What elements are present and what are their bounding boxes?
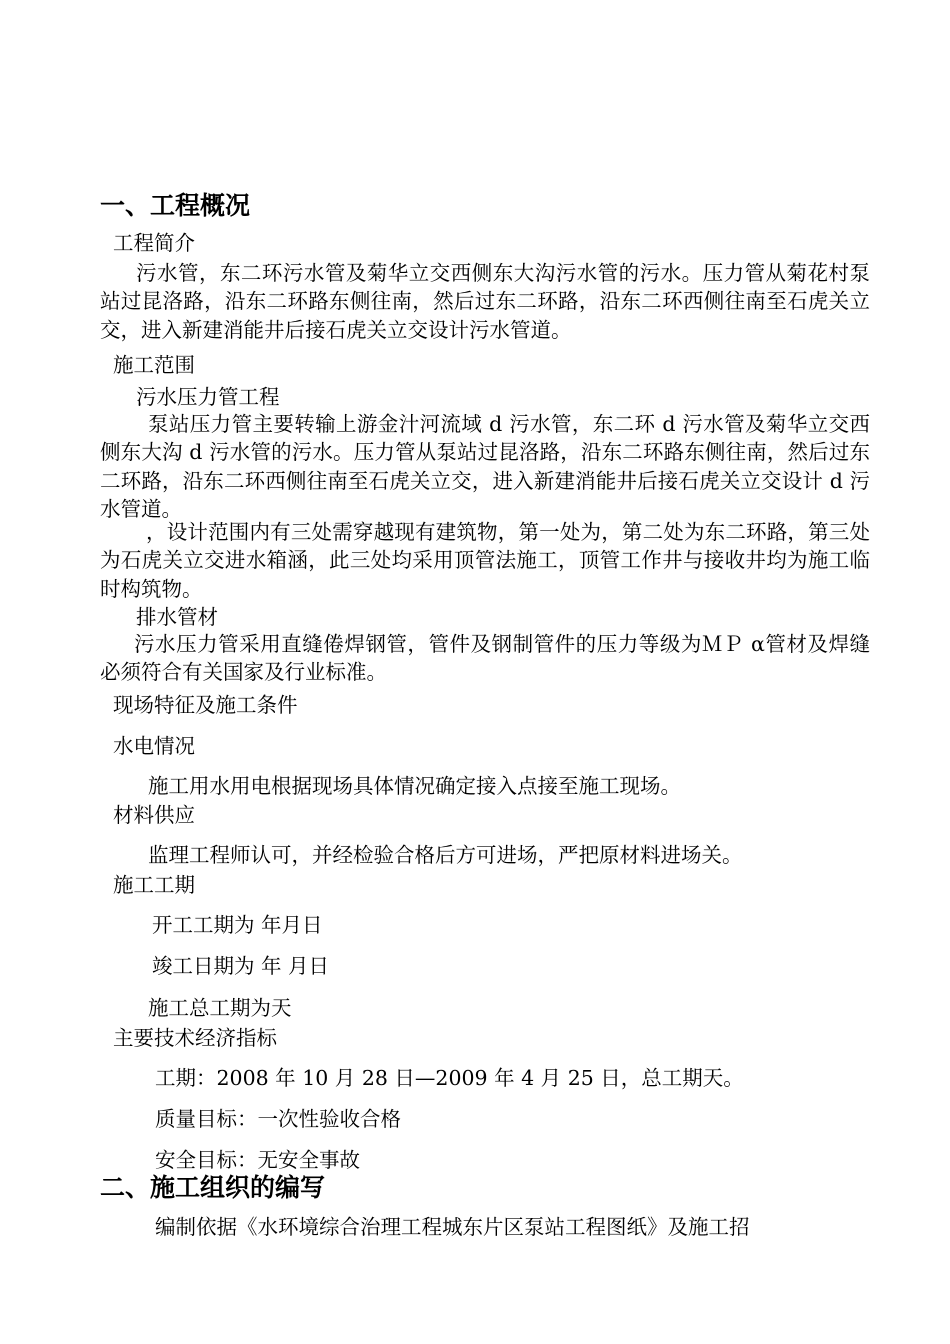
start-date-line: 开工工期为 年月日: [152, 913, 323, 937]
paragraph-design-scope: ，设计范围内有三处需穿越现有建筑物，第一处为，第二处为东二环路，第三处为石虎关立交进水箱涵，此三处均采用顶管法施工，顶管工作井与接收井均为施工临时构筑物。: [100, 520, 870, 601]
section-heading-1: 一、工程概况: [100, 191, 251, 220]
paragraph-pressure-pipe: 泵站压力管主要转输上游金汁河流域 d 污水管，东二环 d 污水管及菊华立交西侧东大沟 d 污水管的污水。压力管从泵站过昆洛路，沿东二环路东侧往南，然后过东二环路，沿东二环西侧往南至石虎关立交，进入新建消能井后接石虎关立交设计 d 污水管道。: [100, 412, 870, 522]
paragraph-compilation-basis: 编制依据《水环境综合治理工程城东片区泵站工程图纸》及施工招: [155, 1215, 750, 1239]
paragraph-project-intro: 污水管，东二环污水管及菊华立交西侧东大沟污水管的污水。压力管从菊花村泵站过昆洛路，沿东二环路东侧往南，然后过东二环路，沿东二环西侧往南至石虎关立交，进入新建消能井后接石虎关立交设计污水管道。: [100, 261, 870, 342]
safety-target-line: 安全目标：无安全事故: [155, 1148, 360, 1172]
subheading-construction-scope: 施工范围: [113, 353, 195, 377]
section-heading-2: 二、施工组织的编写: [100, 1173, 326, 1202]
subheading-schedule: 施工工期: [113, 873, 195, 897]
subheading-pressure-pipe: 污水压力管工程: [136, 385, 280, 409]
subheading-drainage-pipe: 排水管材: [136, 605, 218, 629]
subheading-water-power: 水电情况: [113, 734, 195, 758]
subheading-material-supply: 材料供应: [113, 803, 195, 827]
subheading-site-conditions: 现场特征及施工条件: [113, 693, 298, 717]
quality-target-line: 质量目标：一次性验收合格: [155, 1107, 401, 1131]
paragraph-material-supply: 监理工程师认可，并经检验合格后方可进场，严把原材料进场关。: [148, 843, 743, 867]
paragraph-water-power: 施工用水用电根据现场具体情况确定接入点接至施工现场。: [148, 774, 681, 798]
duration-line: 工期：2008 年 10 月 28 日—2009 年 4 月 25 日，总工期天。: [155, 1066, 744, 1090]
total-duration-line: 施工总工期为天: [148, 996, 292, 1020]
subheading-project-intro: 工程简介: [113, 231, 195, 255]
paragraph-drainage-pipe: 污水压力管采用直缝倦焊钢管，管件及钢制管件的压力等级为ＭＰ α管材及焊缝必须符合有关国家及行业标准。: [100, 632, 870, 685]
completion-date-line: 竣工日期为 年 月日: [152, 954, 330, 978]
subheading-key-indicators: 主要技术经济指标: [113, 1026, 277, 1050]
